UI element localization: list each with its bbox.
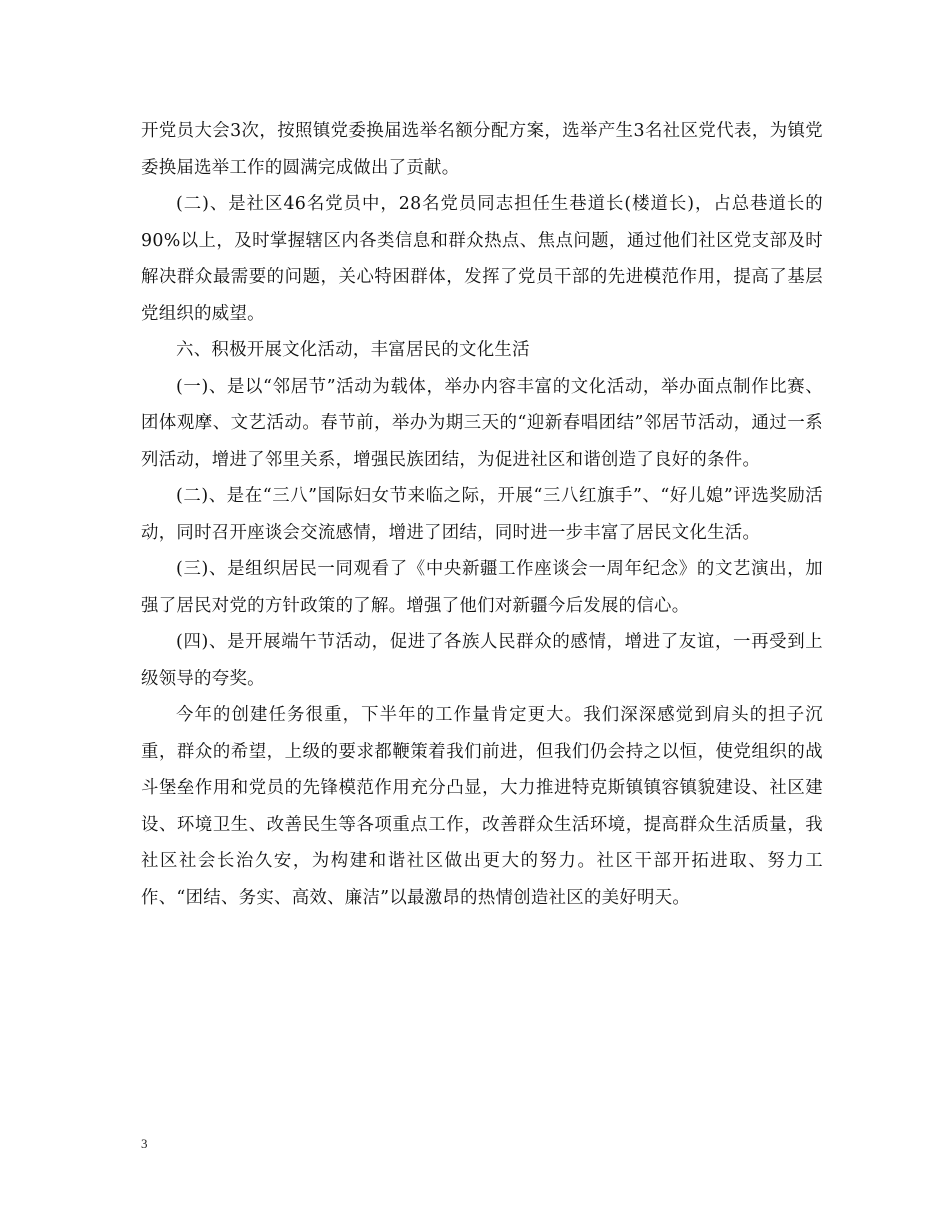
section-heading: 六、积极开展文化活动，丰富居民的文化生活 <box>176 340 530 360</box>
paragraph: 今年的创建任务很重，下半年的工作量肯定更大。我们深深感觉到肩头的担子沉重，群众的希望，上级的要求都鞭策着我们前进，但我们仍会持之以恒，使党组织的战斗堡垒作用和党员的先锋模范作用充分凸显，大力推进特克斯镇镇容镇貌建设、社区建设、环境卫生、改善民生等各项重点工作，改善群众生活环境，提高群众生活质量，我社区社会长治久安，为构建和谐社区做出更大的努力。社区干部开拓进取、努力工作、“团结、务实、高效、廉洁”以最激昂的热情创造社区的美好明天。 <box>141 705 823 908</box>
paragraph: (四)、是开展端午节活动，促进了各族人民群众的感情，增进了友谊，一再受到上级领导的夸奖。 <box>141 632 823 689</box>
paragraph: (二)、是在“三八”国际妇女节来临之际，开展“三八红旗手”、“好儿媳”评选奖励活动，同时召开座谈会交流感情，增进了团结，同时进一步丰富了居民文化生活。 <box>141 486 823 543</box>
body-text <box>141 113 823 916</box>
paragraph: (三)、是组织居民一同观看了《中央新疆工作座谈会一周年纪念》的文艺演出，加强了居民对党的方针政策的了解。增强了他们对新疆今后发展的信心。 <box>141 559 823 616</box>
paragraph: (一)、是以“邻居节”活动为载体，举办内容丰富的文化活动，举办面点制作比赛、团体观摩、文艺活动。春节前，举办为期三天的“迎新春唱团结”邻居节活动，通过一系列活动，增进了邻里关系，增强民族团结，为促进社区和谐创造了良好的条件。 <box>141 376 823 470</box>
paragraph: (二)、是社区46名党员中，28名党员同志担任生巷道长(楼道长)，占总巷道长的90%以上，及时掌握辖区内各类信息和群众热点、焦点问题，通过他们社区党支部及时解决群众最需要的问题，关心特困群体，发挥了党员干部的先进模范作用，提高了基层党组织的威望。 <box>141 194 823 324</box>
paragraph: 开党员大会3次，按照镇党委换届选举名额分配方案，选举产生3名社区党代表，为镇党委换届选举工作的圆满完成做出了贡献。 <box>141 121 823 178</box>
page-number: 3 <box>141 1136 148 1151</box>
